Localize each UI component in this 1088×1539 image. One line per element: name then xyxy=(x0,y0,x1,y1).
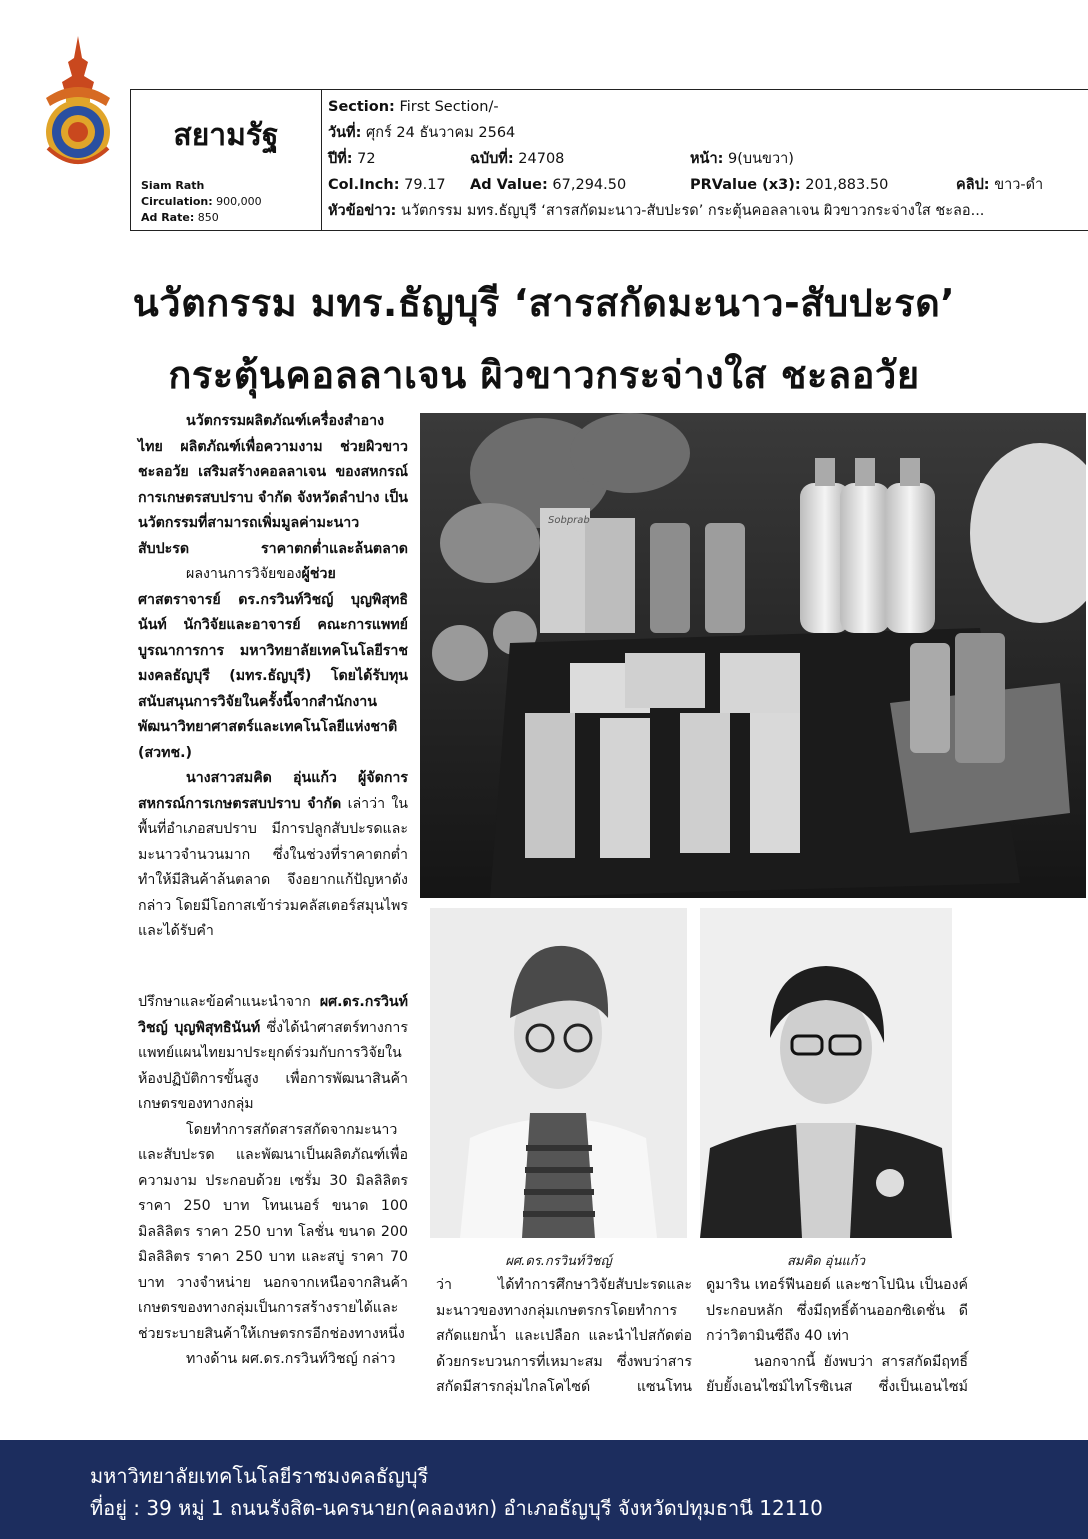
paragraph-col3-b: นอกจากนี้ ยังพบว่า สารสกัดมีฤทธิ์ยับยั้งเอนไซม์ไทโรซิเนส ซึ่งเป็นเอนไซม์ xyxy=(706,1353,968,1395)
clipping-metadata xyxy=(328,94,1088,224)
article-column-2 xyxy=(436,1273,692,1401)
year-issue-row: ปีที่: 72 ฉบับที่: 24708 หน้า: 9(บนขวา) xyxy=(328,151,794,167)
footer-banner xyxy=(0,1440,1088,1539)
ad-rate: Ad Rate: 850 xyxy=(141,211,219,224)
headline-line-2: กระตุ้นคอลลาเจน ผิวขาวกระจ่างใส ชะลอวัย xyxy=(168,353,920,397)
paragraph-5: โดยทำการสกัดสารสกัดจากมะนาวและสับปะรด และพัฒนาเป็นผลิตภัณฑ์เพื่อความงาม ประกอบด้วย เซรั่ม 30 มิลลิลิตร ราคา 250 บาท โทนเนอร์ ขนาด 100 มิลลิลิตร ราคา 250 บาท โลชั่น ขนาด 200 มิลลิลิตร ราคา 250 บาท และสบู่ ราคา 70 บาท วางจำหน่าย นอกจากเหนือจากสินค้าเกษตรของทางกลุ่มเป็นการสร้างรายได้และช่วยระบายสินค้าให้เกษตรกรอีกช่องทางหนึ่ง xyxy=(138,1121,408,1342)
paragraph-col2: ว่า ได้ทำการศึกษาวิจัยสับปะรดและมะนาวของทางกลุ่มเกษตรกรโดยทำการสกัดแยกน้ำ และเปลือก และนำไปสกัดต่อด้วยกระบวนการที่เหมาะสม ซึ่งพบว่าสารสกัดมีสารกลุ่มไกลโคไซด์ แซนโทน xyxy=(436,1277,692,1395)
caption-manager: สมคิด อุ่นแก้ว xyxy=(786,1254,866,1269)
portrait-photo-researcher xyxy=(430,908,687,1238)
newspaper-name-en: Siam Rath xyxy=(141,179,205,192)
caption-researcher: ผศ.ดร.กรวินท์วิชญ์ xyxy=(505,1254,612,1269)
paragraph-2: ผลงานการวิจัยของผู้ช่วยศาสตราจารย์ ดร.กรวินท์วิชญ์ บุญพิสุทธินันท์ นักวิจัยและอาจารย์ คณะการแพทย์บูรณาการการ มหาวิทยาลัยเทคโนโลยีราชมงคลธัญบุรี (มทร.ธัญบุรี) โดยได้รับทุนสนับสนุนการวิจัยในครั้งนี้จากสำนักงานพัฒนาวิทยาศาสตร์และเทคโนโลยีแห่งชาติ (สวทช.) xyxy=(138,566,408,761)
portrait-photo-manager xyxy=(700,908,952,1238)
newspaper-info-box xyxy=(130,90,322,230)
section-row: Section: First Section/- xyxy=(328,99,499,115)
paragraph-1: นวัตกรรมผลิตภัณฑ์เครื่องสำอางไทย ผลิตภัณฑ์เพื่อความงาม ช่วยผิวขาว ชะลอวัย เสริมสร้างคอลลาเจน ของสหกรณ์การเกษตรสบปราบ จำกัด จังหวัดลำปาง เป็นนวัตกรรมที่สามารถเพิ่มมูลค่ามะนาว สับปะรด ราคาตกต่ำและล้นตลาด xyxy=(138,413,408,557)
article-column-1-lower xyxy=(138,990,408,1373)
paragraph-3: นางสาวสมคิด อุ่นแก้ว ผู้จัดการสหกรณ์การเกษตรสบปราบ จำกัด เล่าว่า ในพื้นที่อำเภอสบปราบ มีการปลูกสับปะรดและมะนาวจำนวนมาก ซึ่งในช่วงที่ราคาตกต่ำทำให้มีสินค้าล้นตลาด จึงอยากแก้ปัญหาดังกล่าว โดยมีโอกาสเข้าร่วมคลัสเตอร์สมุนไพร และได้รับคำ xyxy=(138,770,408,939)
university-seal-logo xyxy=(36,36,120,166)
paragraph-6: ทางด้าน ผศ.ดร.กรวินท์วิชญ์ กล่าว xyxy=(186,1351,396,1367)
article-column-1 xyxy=(138,409,408,945)
circulation: Circulation: 900,000 xyxy=(141,195,262,208)
headline-row: หัวข้อข่าว: นวัตกรรม มทร.ธัญบุรี ‘สารสกัดมะนาว-สับปะรด’ กระตุ้นคอลลาเจน ผิวขาวกระจ่างใส ชะลอ... xyxy=(328,203,985,219)
date-row: วันที่: ศุกร์ 24 ธันวาคม 2564 xyxy=(328,125,516,141)
newspaper-name: สยามรัฐ xyxy=(173,118,279,153)
clipping-header xyxy=(130,89,1088,231)
paragraph-col3-a: ดูมาริน เทอร์ฟีนอยด์ และซาโปนิน เป็นองค์ประกอบหลัก ซึ่งมีฤทธิ์ต้านออกซิเดชั่น ดีกว่าวิตามินซีถึง 40 เท่า xyxy=(706,1277,968,1344)
product-brand-label: Sobprab xyxy=(548,515,590,526)
article-column-3 xyxy=(706,1273,968,1401)
headline-line-1: นวัตกรรม มทร.ธัญบุรี ‘สารสกัดมะนาว-สับปะรด’ xyxy=(132,281,956,325)
footer-address: ที่อยู่ : 39 หมู่ 1 ถนนรังสิต-นครนายก(คลองหก) อำเภอธัญบุรี จังหวัดปทุมธานี 12110 xyxy=(90,1496,823,1520)
footer-university: มหาวิทยาลัยเทคโนโลยีราชมงคลธัญบุรี xyxy=(90,1464,429,1488)
value-row: Col.Inch: 79.17 Ad Value: 67,294.50 PRValue (x3): 201,883.50 คลิป: ขาว-ดำ xyxy=(328,177,1044,193)
product-photo xyxy=(420,413,1086,898)
paragraph-4: ปรึกษาและข้อคำแนะนำจาก ผศ.ดร.กรวินท์วิชญ์ บุญพิสุทธินันท์ ซึ่งได้นำศาสตร์ทางการแพทย์แผนไทยมาประยุกต์ร่วมกับการวิจัยในห้องปฏิบัติการขั้นสูง เพื่อการพัฒนาสินค้าเกษตรของทางกลุ่ม xyxy=(138,994,408,1112)
